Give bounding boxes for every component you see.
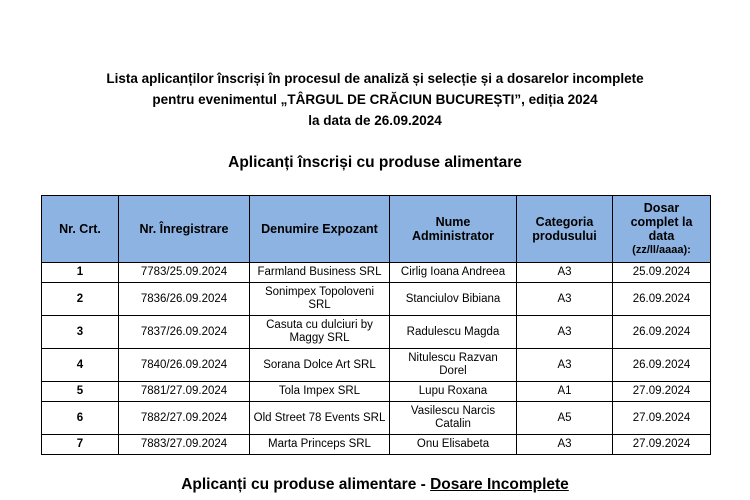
table-row [42,382,711,402]
cell-nr: 5 [42,382,119,402]
header-nume-administrator [390,196,517,263]
header-denumire-expozant: Denumire Expozant [250,196,390,263]
cell-administrator: Nitulescu Razvan Dorel [390,349,517,382]
header-date-line: la data de 26.09.2024 [308,113,442,128]
table-row [42,263,711,283]
cell-data: 25.09.2024 [613,263,711,283]
cell-categoria: A3 [517,435,613,455]
cell-data: 27.09.2024 [613,435,711,455]
section-title-applicants: Aplicanți înscriși cu produse alimentare [228,154,522,171]
header-dosar-complet [613,196,711,263]
header-categoria-produsului [517,196,613,263]
document-header [0,68,750,131]
header-title-line-1: Lista aplicanților înscriși în procesul de analiză și selecție și a dosarelor incomplete [106,71,644,86]
header-dosar-line-2: complet la [630,215,693,229]
cell-denumire: Casuta cu dulciuri by Maggy SRL [250,316,390,349]
cell-categoria: A3 [517,349,613,382]
header-categoria-line-1: Categoria [535,215,594,229]
header-administrator-line-1: Nume [435,215,471,229]
header-categoria-line-2: produsului [532,229,597,243]
cell-categoria: A3 [517,283,613,316]
header-dosar-line-4: (zz/ll/aaaa): [632,244,691,256]
cell-inregistrare: 7836/26.09.2024 [119,283,250,316]
cell-nr: 6 [42,402,119,435]
cell-inregistrare: 7837/26.09.2024 [119,316,250,349]
section-title-incomplete-prefix: Aplicanți cu produse alimentare - [181,476,431,493]
cell-administrator: Lupu Roxana [390,382,517,402]
table-row [42,283,711,316]
header-nr-inregistrare: Nr. Înregistrare [119,196,250,263]
table-row [42,402,711,435]
cell-data: 26.09.2024 [613,316,711,349]
cell-categoria: A1 [517,382,613,402]
cell-denumire: Farmland Business SRL [250,263,390,283]
cell-data: 26.09.2024 [613,349,711,382]
cell-denumire: Old Street 78 Events SRL [250,402,390,435]
header-title-line-2: pentru evenimentul „TÂRGUL DE CRĂCIUN BUCUREȘTI”, ediția 2024 [152,92,598,107]
cell-inregistrare: 7881/27.09.2024 [119,382,250,402]
table-row [42,316,711,349]
header-administrator-line-2: Administrator [412,229,494,243]
cell-data: 26.09.2024 [613,283,711,316]
cell-inregistrare: 7882/27.09.2024 [119,402,250,435]
cell-administrator: Onu Elisabeta [390,435,517,455]
header-dosar-line-1: Dosar [643,201,680,215]
cell-inregistrare: 7840/26.09.2024 [119,349,250,382]
cell-data: 27.09.2024 [613,382,711,402]
table-row [42,435,711,455]
cell-categoria: A5 [517,402,613,435]
cell-administrator: Radulescu Magda [390,316,517,349]
cell-denumire: Sonimpex Topoloveni SRL [250,283,390,316]
cell-denumire: Sorana Dolce Art SRL [250,349,390,382]
applicants-table [41,195,711,455]
cell-nr: 3 [42,316,119,349]
header-nr-crt: Nr. Crt. [42,196,119,263]
cell-administrator: Stanciulov Bibiana [390,283,517,316]
header-dosar-line-3: data [648,229,675,243]
cell-administrator: Vasilescu Narcis Catalin [390,402,517,435]
section-title-incomplete [0,476,750,494]
cell-denumire: Marta Princeps SRL [250,435,390,455]
cell-categoria: A3 [517,263,613,283]
section-title-incomplete-underlined: Dosare Incomplete [430,476,569,493]
cell-nr: 7 [42,435,119,455]
cell-nr: 1 [42,263,119,283]
cell-categoria: A3 [517,316,613,349]
cell-denumire: Tola Impex SRL [250,382,390,402]
cell-inregistrare: 7783/25.09.2024 [119,263,250,283]
cell-administrator: Cirlig Ioana Andreea [390,263,517,283]
cell-nr: 4 [42,349,119,382]
cell-inregistrare: 7883/27.09.2024 [119,435,250,455]
cell-data: 27.09.2024 [613,402,711,435]
table-row [42,349,711,382]
cell-nr: 2 [42,283,119,316]
table-header-row [42,196,711,263]
